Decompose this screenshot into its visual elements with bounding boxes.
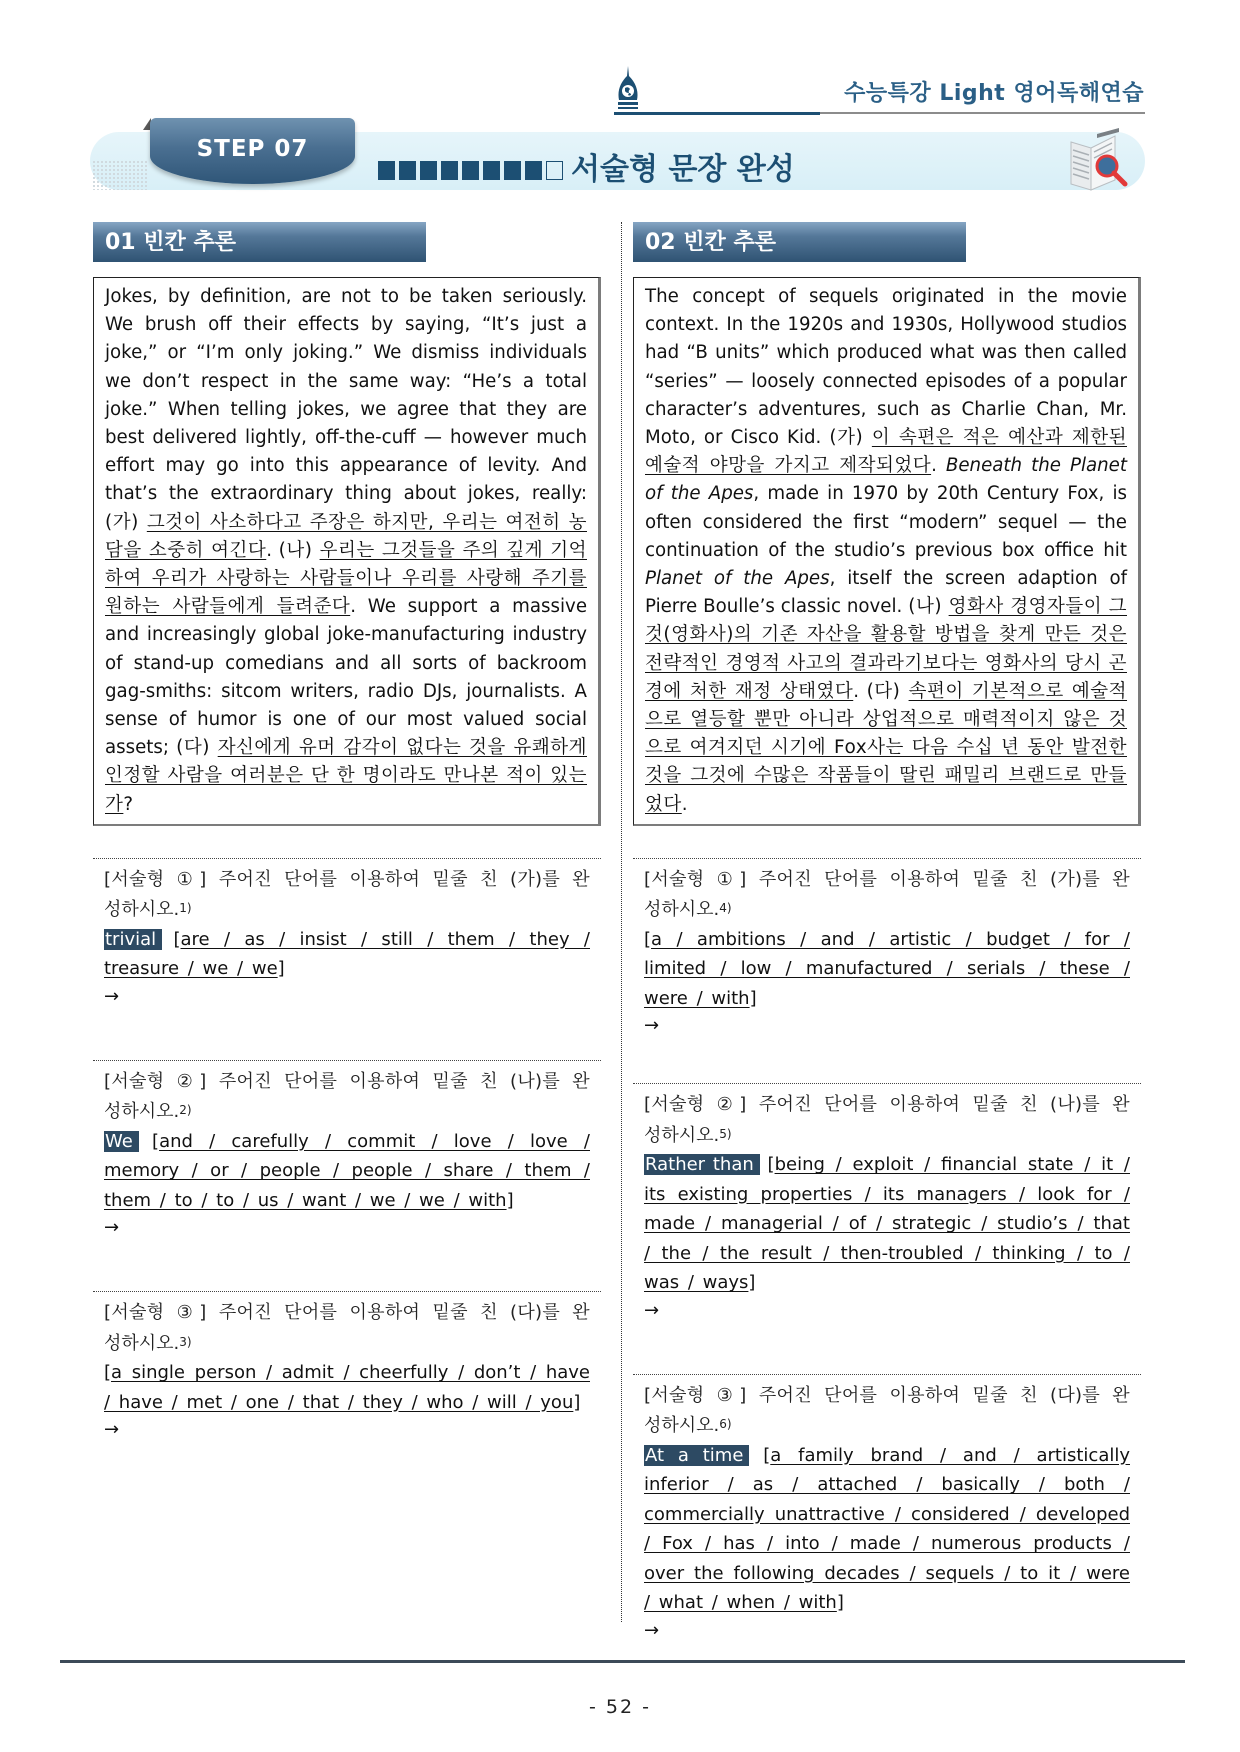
word-list: a family brand / and / artistically inferior / as / attached / basically / both / commercially unattractive / considered / developed / Fox / has / into / made / numerous products / over the following decades / sequels / to it / were / what / when / with	[644, 1444, 1130, 1614]
italic-title: Beneath the Planet of the Apes	[645, 455, 1127, 505]
word-bank: [a / ambitions / and / artistic / budget / for / limited / low / manufactured / serials / these / were / with]	[644, 928, 1130, 1009]
word-bank: At a time [a family brand / and / artistically inferior / as / attached / basically / both / commercially unattractive / considered / developed / Fox / has / into / made / numerous products / over the following decades / sequels / to it / were / what / when / with]	[644, 1444, 1130, 1614]
exercise-3	[93, 1291, 601, 1443]
passage-text: .	[681, 793, 688, 815]
footnote-ref: 5)	[719, 1126, 732, 1141]
question-title: 02 빈칸 추론	[633, 222, 966, 262]
word-list: a / ambitions / and / artistic / budget / for / limited / low / manufactured / serials / these / were / with	[644, 928, 1130, 1009]
exercise-5	[633, 1083, 1141, 1324]
passage-text: The concept of sequels originated in the movie context. In the 1920s and 1930s, Hollywood studios had “B units” which produced what was then called “series” — loosely connected episodes of a popular character’s adventures, such as Charlie Chan, Mr. Moto, or Cisco Kid.	[645, 286, 1127, 449]
prompt-text: 성하시오.	[104, 899, 180, 921]
footer-rule	[60, 1660, 1185, 1663]
section-title: 서술형 문장 완성	[571, 152, 795, 187]
exercise-4	[633, 858, 1141, 1040]
exercise-prompt-cont	[644, 1120, 1130, 1151]
footnote-ref: 3)	[179, 1334, 192, 1349]
passage-text: .	[853, 680, 867, 702]
marker-na: (나)	[278, 539, 320, 561]
answer-line[interactable]: →	[644, 1299, 660, 1321]
word-bank: trivial [are / as / insist / still / them / they / treasure / we / we]	[104, 928, 590, 980]
italic-title: Planet of the Apes	[645, 568, 830, 590]
underlined-na: 영화사 경영자들이 그것(영화사)의 기존 자산을 활용할 방법을 찾게 만든 것은 전략적인 경영적 사고의 결과라기보다는 영화사의 당시 곤경에 처한 재정 상태였다	[645, 596, 1127, 702]
given-start: Rather than	[644, 1154, 760, 1175]
word-bank: We [and / carefully / commit / love / love / memory / or / people / people / share / them / them / to / to / us / want / we / we / with]	[104, 1130, 590, 1211]
exercise-prompt-cont	[644, 1410, 1130, 1441]
passage-text: , itself the screen adaption of Pierre Boulle’s classic novel.	[645, 568, 1127, 618]
marker-na: (나)	[908, 596, 949, 618]
question-title: 01 빈칸 추론	[93, 222, 426, 262]
prompt-text: 성하시오.	[104, 1101, 180, 1123]
underlined-ga: 그것이 사소하다고 주장은 하지만, 우리는 여전히 농담을 소중히 여긴다	[105, 511, 587, 561]
marker-da: (다)	[176, 737, 218, 759]
prompt-text: 성하시오.	[104, 1332, 180, 1354]
answer-line[interactable]: →	[644, 1015, 660, 1037]
answer-line[interactable]: →	[104, 985, 120, 1007]
marker-da: (다)	[866, 680, 909, 702]
underlined-da: 자신에게 유머 감각이 없다는 것을 유쾌하게 인정할 사람을 여러분은 단 한 명이라도 만나본 적이 있는가	[105, 737, 587, 815]
prompt-text: 성하시오.	[644, 1415, 720, 1437]
passage-text: ?	[123, 793, 134, 815]
page-number: - 52 -	[589, 1696, 651, 1718]
exercise-prompt-cont	[644, 894, 1130, 925]
reading-passage	[633, 277, 1141, 826]
underlined-na: 우리는 그것들을 주의 깊게 기억하여 우리가 사랑하는 사람들이나 우리를 사랑해 주기를 원하는 사람들에게 들려준다	[105, 539, 587, 618]
word-list: are / as / insist / still / them / they / treasure / we / we	[104, 928, 590, 980]
step-label: STEP 07	[196, 136, 309, 162]
word-list: a single person / admit / cheerfully / don’t / have / have / met / one / that / they / who / will / you	[104, 1362, 590, 1413]
section-heading	[378, 144, 795, 188]
word-bank: Rather than [being / exploit / financial state / it / its existing properties / its managers / look for / made / managerial / of / strategic / studio’s / that / the / the result / then-troubled / thinking / to / was / ways]	[644, 1154, 1130, 1294]
exercise-prompt-cont	[104, 1328, 590, 1359]
newspaper-magnifier-icon	[1063, 128, 1143, 194]
square-bullets	[378, 152, 571, 187]
header-rule-gray	[820, 112, 1145, 114]
footnote-ref: 2)	[179, 1103, 192, 1118]
question-01	[93, 222, 601, 1443]
passage-text: , made in 1970 by 20th Century Fox, is often considered the first “modern” sequel — the continuation of the studio’s previous box office hit	[645, 483, 1128, 561]
word-list: being / exploit / financial state / it / its existing properties / its managers / look for / made / managerial / of / strategic / studio’s / that / the / the result / then-troubled / thinking / to / was / ways	[644, 1154, 1130, 1294]
passage-text: Jokes, by definition, are not to be taken seriously. We brush off their effects by saying, “It’s just a joke,” or “I’m only joking.” We dismiss individuals we don’t respect in the same way: “He’s a total joke.” When telling jokes, we agree that they are best delivered lightly, off-the-cuff — however much effort may go into this appearance of levity. And that’s the extraordinary thing about jokes, really:	[105, 286, 587, 505]
passage-text: .	[266, 539, 279, 561]
exercise-prompt: [서술형 ②] 주어진 단어를 이용하여 밑줄 친 (나)를 완	[104, 1070, 590, 1092]
answer-line[interactable]: →	[104, 1217, 120, 1239]
fountain-pen-globe-icon	[613, 64, 643, 114]
exercise-prompt: [서술형 ②] 주어진 단어를 이용하여 밑줄 친 (나)를 완	[644, 1094, 1130, 1116]
question-02	[633, 222, 1141, 1644]
passage-text: . We support a massive and increasingly global joke-manufacturing industry of stand-up comedians and all sorts of backroom gag-smiths: sitcom writers, radio DJs, journalists. A sense of humor is one of our most valued social assets;	[105, 596, 588, 759]
passage-text: .	[931, 455, 946, 477]
column-divider	[621, 222, 622, 1622]
prompt-text: 성하시오.	[644, 1124, 720, 1146]
footnote-ref: 4)	[719, 901, 732, 916]
underlined-ga: 이 속편은 적은 예산과 제한된 예술적 야망을 가지고 제작되었다	[645, 427, 1127, 477]
exercise-prompt: [서술형 ③] 주어진 단어를 이용하여 밑줄 친 (다)를 완	[104, 1302, 590, 1324]
exercise-prompt: [서술형 ①] 주어진 단어를 이용하여 밑줄 친 (가)를 완	[104, 868, 590, 890]
footnote-ref: 6)	[719, 1417, 732, 1432]
footnote-ref: 1)	[179, 901, 192, 916]
prompt-text: 성하시오.	[644, 899, 720, 921]
answer-line[interactable]: →	[644, 1619, 660, 1641]
exercise-1	[93, 858, 601, 1010]
exercise-prompt-cont	[104, 1096, 590, 1127]
exercise-2	[93, 1060, 601, 1242]
reading-passage	[93, 277, 601, 826]
marker-ga: (가)	[105, 511, 147, 533]
exercise-6	[633, 1374, 1141, 1644]
given-start: We	[104, 1131, 139, 1152]
answer-line[interactable]: →	[104, 1419, 120, 1441]
marker-ga: (가)	[829, 427, 872, 449]
given-start: At a time	[644, 1445, 749, 1466]
banner-dot-pattern	[92, 160, 147, 190]
word-list: and / carefully / commit / love / love / memory / or / people / people / share / them / them / to / to / us / want / we / we / with	[104, 1130, 590, 1211]
exercise-prompt-cont	[104, 894, 590, 925]
exercise-prompt: [서술형 ③] 주어진 단어를 이용하여 밑줄 친 (다)를 완	[644, 1384, 1130, 1406]
brand-title: 수능특강 Light 영어독해연습	[844, 81, 1144, 106]
exercise-prompt: [서술형 ①] 주어진 단어를 이용하여 밑줄 친 (가)를 완	[644, 868, 1130, 890]
underlined-da: 속편이 기본적으로 예술적으로 열등할 뿐만 아니라 상업적으로 매력적이지 않은 것으로 여겨지던 시기에 Fox사는 다음 수십 년 동안 발전한 것을 그것에 수많은 작품들이 딸린 패밀리 브랜드로 만들었다	[645, 680, 1128, 815]
word-bank: [a single person / admit / cheerfully / don’t / have / have / met / one / that / they / who / will / you]	[104, 1362, 590, 1413]
header-rule	[614, 112, 820, 115]
given-start: trivial	[104, 929, 162, 950]
